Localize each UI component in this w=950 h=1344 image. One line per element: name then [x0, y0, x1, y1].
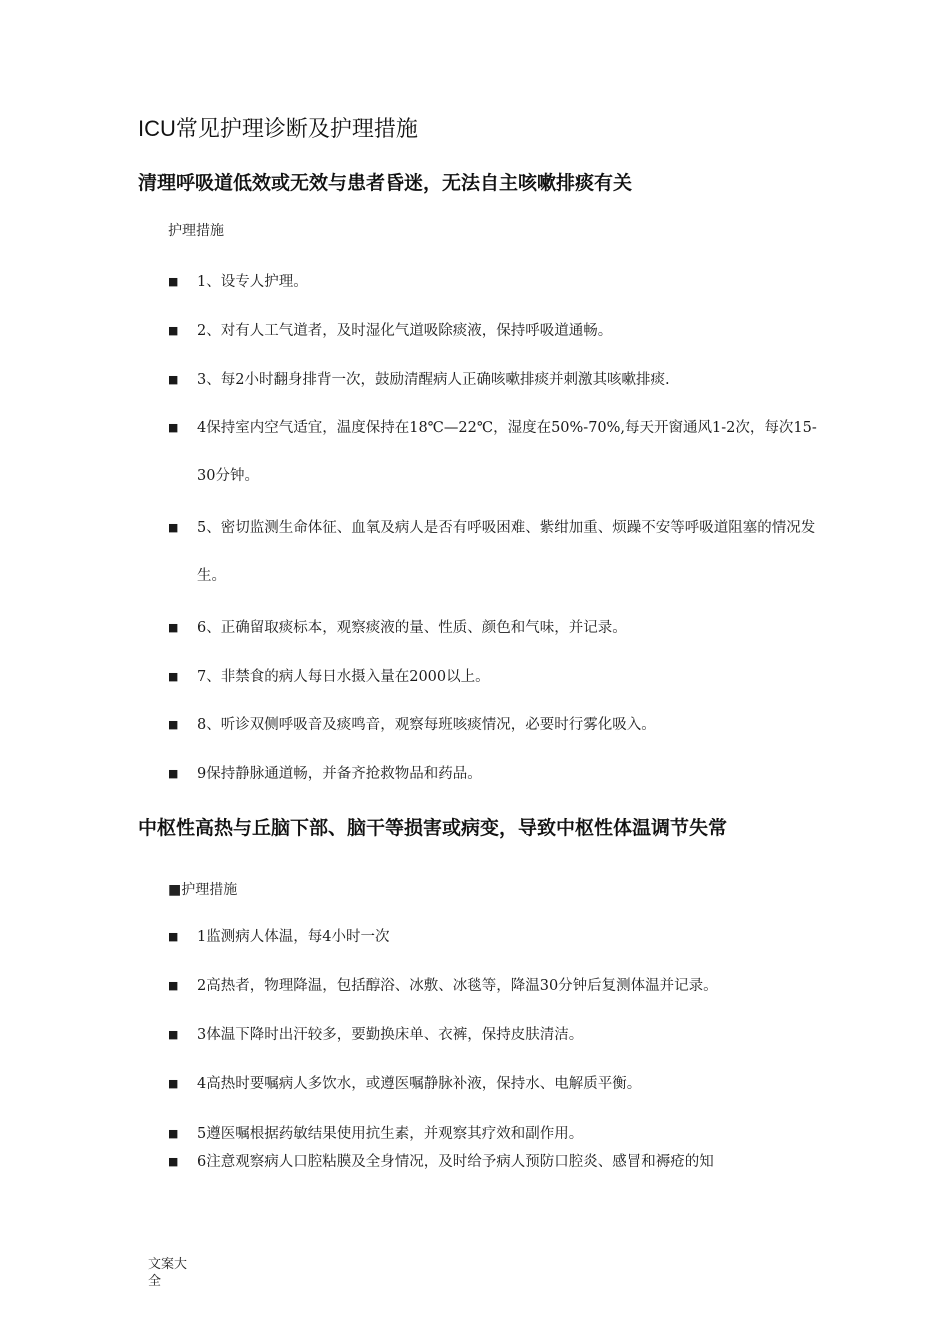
bullet-icon: ■	[168, 324, 179, 337]
list-item-text: 3、每2小时翻身排背一次，鼓励清醒病人正确咳嗽排痰并刺激其咳嗽排痰.	[197, 372, 670, 388]
list-item	[168, 1011, 828, 1059]
list-item	[168, 962, 828, 1010]
bullet-icon: ■	[168, 1077, 179, 1090]
list-item	[168, 1060, 828, 1108]
list-item	[168, 653, 828, 701]
bullet-icon: ■	[168, 1155, 179, 1168]
list-item	[168, 356, 828, 404]
bullet-icon: ■	[168, 373, 179, 386]
bullet-icon: ■	[168, 767, 179, 780]
list-item-text: 7、非禁食的病人每日水摄入量在2000以上。	[197, 669, 490, 685]
bullet-icon: ■	[168, 621, 179, 634]
list-item-text: 4保持室内空气适宜，温度保持在18℃—22℃，湿度在50%-70%,每天开窗通风1-2次，每次15-30分钟。	[197, 420, 817, 484]
document-title: ICU常见护理诊断及护理措施	[138, 116, 418, 141]
list-item-text: 3体温下降时出汗较多，要勤换床单、衣裤，保持皮肤清洁。	[197, 1027, 584, 1043]
section-subheading: 护理措施	[168, 223, 224, 239]
bullet-icon: ■	[168, 930, 179, 943]
list-item	[168, 1138, 828, 1186]
list-item-text: 5遵医嘱根据药敏结果使用抗生素，并观察其疗效和副作用。	[197, 1126, 584, 1142]
list-item-text: 8、听诊双侧呼吸音及痰鸣音，观察每班咳痰情况，必要时行雾化吸入。	[197, 717, 656, 733]
list-item	[168, 913, 828, 961]
bullet-icon: ■	[168, 670, 179, 683]
bullet-icon: ■	[168, 979, 179, 992]
list-item	[168, 504, 828, 600]
list-item-text: 5、密切监测生命体征、血氧及病人是否有呼吸困难、紫绀加重、烦躁不安等呼吸道阻塞的情况发生。	[197, 520, 816, 584]
list-item	[168, 258, 828, 306]
list-item	[168, 307, 828, 355]
list-item	[168, 701, 828, 749]
list-item	[168, 404, 828, 500]
bullet-icon: ■	[168, 421, 179, 434]
list-item-text: 1监测病人体温，每4小时一次	[197, 929, 390, 945]
list-item-text: 1、设专人护理。	[197, 274, 308, 290]
list-item-text: 9保持静脉通道畅，并备齐抢救物品和药品。	[197, 766, 482, 782]
list-item-text: 4高热时要嘱病人多饮水，或遵医嘱静脉补液，保持水、电解质平衡。	[197, 1076, 642, 1092]
bullet-icon: ■	[168, 275, 179, 288]
section-subheading: ■护理措施	[168, 882, 238, 898]
list-item-text: 2、对有人工气道者，及时湿化气道吸除痰液，保持呼吸道通畅。	[197, 323, 613, 339]
list-item-text: 2高热者，物理降温，包括醇浴、冰敷、冰毯等，降温30分钟后复测体温并记录。	[197, 978, 718, 994]
section-heading: 中枢性高热与丘脑下部、脑干等损害或病变，导致中枢性体温调节失常	[138, 817, 728, 839]
page-footer: 文案大全	[148, 1257, 188, 1289]
list-item	[168, 604, 828, 652]
section-heading: 清理呼吸道低效或无效与患者昏迷，无法自主咳嗽排痰有关	[138, 172, 633, 194]
bullet-icon: ■	[168, 1127, 179, 1140]
bullet-icon: ■	[168, 718, 179, 731]
list-item	[168, 750, 828, 798]
list-item-text: 6注意观察病人口腔粘膜及全身情况，及时给予病人预防口腔炎、感冒和褥疮的知	[197, 1154, 714, 1170]
list-item-text: 6、正确留取痰标本，观察痰液的量、性质、颜色和气味，并记录。	[197, 620, 627, 636]
bullet-icon: ■	[168, 1028, 179, 1041]
bullet-icon: ■	[168, 521, 179, 534]
